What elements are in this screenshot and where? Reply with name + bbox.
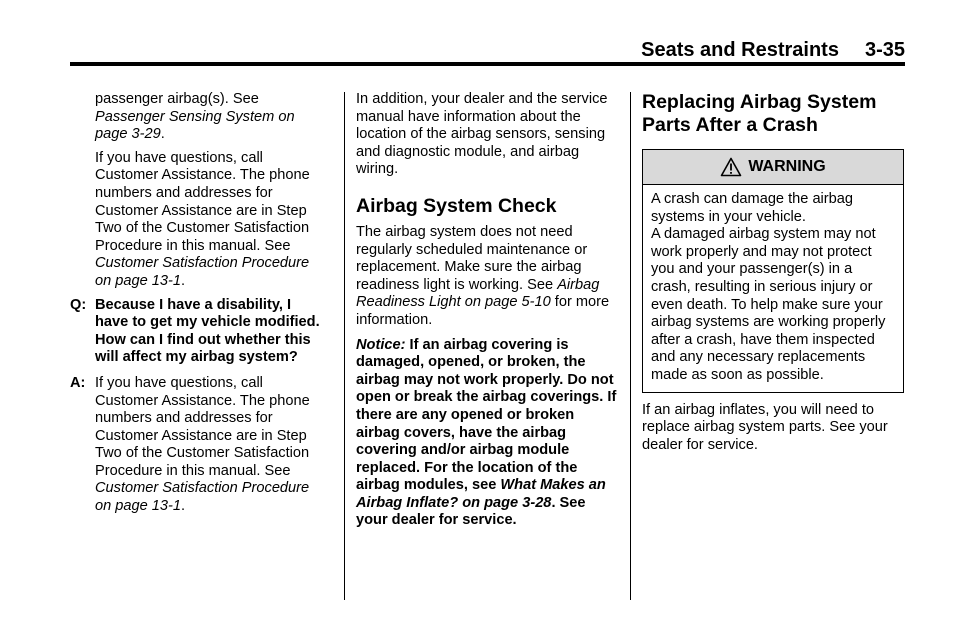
column-2 <box>356 91 618 530</box>
warning-title: WARNING <box>748 158 826 176</box>
paragraph-text: If you have questions, call Customer Assistance. The phone numbers and addresses for Customer Assistance are in Step Two of the Customer Satisfaction Procedure in this manual. See <box>95 149 310 254</box>
warning-triangle-icon <box>720 157 742 177</box>
page-header <box>560 39 905 62</box>
notice-text: If an airbag covering is damaged, opened, or broken, the airbag may not work properly. Do not open or break the airbag coverings. If there are any opened or broken airbag covers, have the airbag covering and/or airbag module replaced. For the location of the airbag modules, see <box>356 336 617 494</box>
paragraph-text: The airbag system does not need regularly scheduled maintenance or replacement. Make sure the airbag readiness light is working. See <box>356 223 588 293</box>
section-title: Seats and Restraints <box>641 39 839 61</box>
question-label: Q: <box>70 296 87 313</box>
header-rule <box>70 62 905 66</box>
column-divider-1 <box>344 92 345 600</box>
answer-text: If you have questions, call Customer Assistance. The phone numbers and addresses for Customer Assistance are in Step Two of the Customer Satisfaction Procedure in this manual. See <box>95 374 310 479</box>
cross-reference: What Makes an Airbag Inflate? on page 3-28 <box>356 477 606 511</box>
column-1 <box>70 91 328 516</box>
notice-text: . See your dealer for service. <box>356 494 586 529</box>
warning-header <box>643 150 903 185</box>
paragraph <box>70 150 328 291</box>
notice-label: Notice: <box>356 336 406 353</box>
section-heading: Replacing Airbag System Parts After a Crash <box>642 91 877 136</box>
notice <box>356 337 618 531</box>
column-3 <box>642 91 904 454</box>
answer-label: A: <box>70 374 86 391</box>
warning-box <box>642 149 904 393</box>
paragraph: In addition, your dealer and the service manual have information about the location of the airbag sensors, sensing and diagnostic module, and airbag wiring. <box>356 91 608 178</box>
warning-body <box>643 185 903 392</box>
cross-reference: Customer Satisfaction Procedure on page 13-1 <box>95 480 310 515</box>
punctuation: . <box>181 272 186 289</box>
question-text: Because I have a disability, I have to get my vehicle modified. How can I find out whether this will affect my airbag system? <box>95 296 320 366</box>
page-number: 3-35 <box>864 39 905 61</box>
cross-reference: Airbag Readiness Light on page 5-10 <box>356 276 600 311</box>
punctuation: . <box>160 126 165 143</box>
paragraph: If an airbag inflates, you will need to replace airbag system parts. See your dealer for service. <box>642 401 888 453</box>
paragraph-text: passenger airbag(s). See <box>95 91 259 107</box>
question <box>70 297 328 367</box>
cross-reference: Customer Satisfaction Procedure on page 13-1 <box>95 255 310 289</box>
cross-reference: Passenger Sensing System on page 3-29 <box>95 108 295 143</box>
answer-body <box>95 375 328 516</box>
column-divider-2 <box>630 92 631 600</box>
paragraph-text: for more information. <box>356 294 610 328</box>
warning-text: A crash can damage the airbag systems in your vehicle. <box>651 191 854 225</box>
paragraph <box>356 224 618 330</box>
punctuation: . <box>181 498 186 515</box>
paragraph <box>70 91 328 144</box>
section-heading: Airbag System Check <box>356 194 557 217</box>
answer <box>70 375 328 516</box>
warning-text: A damaged airbag system may not work properly and may not protect you and your passenger(s) in a crash, resulting in serious injury or even death. To help make sure your airbag systems are working properly after a crash, have them inspected and any necessary replacements made as soon as possible. <box>651 226 886 383</box>
